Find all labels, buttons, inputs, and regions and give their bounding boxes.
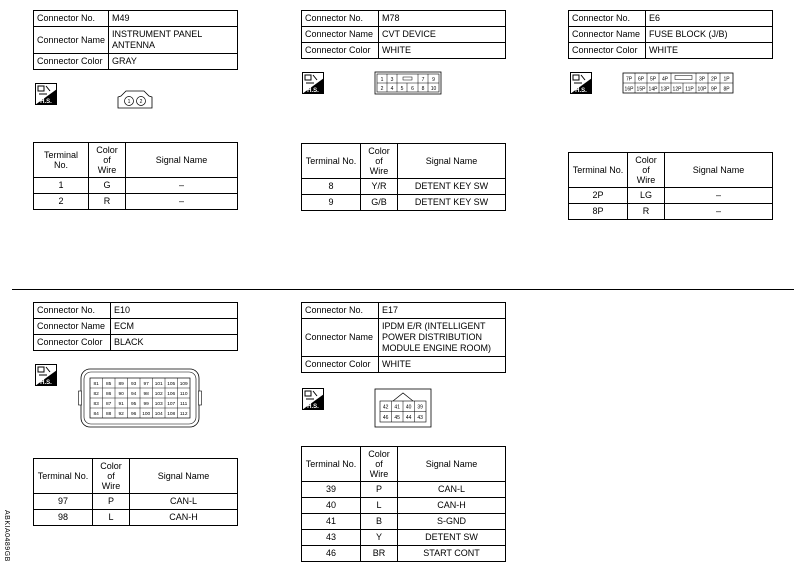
connector-e17-info <box>301 302 506 373</box>
table-row <box>34 178 238 194</box>
connector-color-value: WHITE <box>379 43 506 59</box>
svg-text:100: 100 <box>142 412 151 417</box>
svg-text:44: 44 <box>405 415 412 421</box>
hdr-line-1: Color of <box>100 461 122 481</box>
svg-text:2P: 2P <box>710 76 718 83</box>
signal-name-header: Signal Name <box>665 153 773 188</box>
svg-text:13P: 13P <box>660 86 670 93</box>
svg-text:103: 103 <box>154 402 163 407</box>
signal-name-header: Signal Name <box>126 143 238 178</box>
hdr-line-2: Wire <box>369 469 389 479</box>
svg-text:9P: 9P <box>710 86 718 93</box>
connector-name-value <box>109 27 238 54</box>
terminal-no-header: Terminal No. <box>302 144 361 179</box>
svg-text:88: 88 <box>106 412 112 417</box>
svg-text:39: 39 <box>417 404 423 411</box>
hdr-line-2: Wire <box>636 175 656 185</box>
wire-color-cell: BR <box>361 546 398 562</box>
connector-color-value: GRAY <box>109 54 238 70</box>
svg-text:46: 46 <box>382 415 389 421</box>
svg-text:14P: 14P <box>648 86 658 93</box>
harness-side-icon <box>302 388 324 410</box>
signal-cell: CAN-L <box>398 482 506 498</box>
wire-color-cell: L <box>93 510 130 526</box>
signal-cell: – <box>665 204 773 220</box>
svg-text:110: 110 <box>179 392 188 397</box>
signal-cell: START CONT <box>398 546 506 562</box>
table-row <box>34 494 238 510</box>
connector-color-label: Connector Color <box>34 335 111 351</box>
connector-color-label: Connector Color <box>569 43 646 59</box>
wire-color-cell: Y <box>361 530 398 546</box>
connector-m78-diagram <box>374 71 442 95</box>
wire-color-cell: Y/R <box>361 179 398 195</box>
svg-text:10P: 10P <box>697 86 707 93</box>
svg-text:97: 97 <box>143 382 149 387</box>
svg-text:8P: 8P <box>723 86 730 93</box>
svg-text:85: 85 <box>106 382 112 387</box>
connector-no-value: E10 <box>111 303 238 319</box>
svg-text:82: 82 <box>93 392 99 397</box>
svg-text:11P: 11P <box>685 86 694 93</box>
connector-name-label: Connector Name <box>34 319 111 335</box>
signal-cell: DETENT KEY SW <box>398 195 506 211</box>
signal-cell: – <box>126 178 238 194</box>
terminal-cell: 98 <box>34 510 93 526</box>
terminal-cell: 9 <box>302 195 361 211</box>
connector-no-value: E17 <box>379 303 506 319</box>
terminal-no-header: Terminal No. <box>569 153 628 188</box>
section-divider <box>12 289 794 290</box>
harness-side-icon <box>302 72 324 94</box>
svg-text:H.S.: H.S. <box>307 88 319 94</box>
connector-no-label: Connector No. <box>34 303 111 319</box>
svg-text:93: 93 <box>131 382 137 387</box>
table-row <box>34 510 238 526</box>
color-of-wire-header <box>628 153 665 188</box>
svg-text:86: 86 <box>106 392 112 397</box>
terminal-cell: 8P <box>569 204 628 220</box>
svg-text:87: 87 <box>106 402 112 407</box>
connector-color-value: BLACK <box>111 335 238 351</box>
connector-color-label: Connector Color <box>302 43 379 59</box>
hdr-line-2: Wire <box>97 165 117 175</box>
svg-text:7P: 7P <box>625 76 633 83</box>
table-row <box>34 194 238 210</box>
connector-color-label: Connector Color <box>302 357 379 373</box>
wire-color-cell: G/B <box>361 195 398 211</box>
wire-color-cell: L <box>361 498 398 514</box>
connector-color-value: WHITE <box>646 43 773 59</box>
svg-text:1P: 1P <box>723 76 730 83</box>
svg-text:5P: 5P <box>649 76 657 83</box>
svg-text:H.S.: H.S. <box>40 99 52 105</box>
signal-cell: S-GND <box>398 514 506 530</box>
terminal-no-header: Terminal No. <box>34 459 93 494</box>
terminal-table-e10 <box>33 458 238 526</box>
signal-name-header: Signal Name <box>398 144 506 179</box>
connector-color-value: WHITE <box>379 357 506 373</box>
terminal-cell: 39 <box>302 482 361 498</box>
svg-text:16P: 16P <box>624 86 634 93</box>
connector-e6-diagram <box>622 72 734 94</box>
connector-color-label: Connector Color <box>34 54 109 70</box>
signal-cell: – <box>665 188 773 204</box>
connector-no-label: Connector No. <box>302 11 379 27</box>
wire-color-cell: B <box>361 514 398 530</box>
connector-name-value: FUSE BLOCK (J/B) <box>646 27 773 43</box>
connector-e17-diagram <box>373 387 433 429</box>
terminal-cell: 41 <box>302 514 361 530</box>
table-row <box>302 482 506 498</box>
svg-text:84: 84 <box>93 412 99 417</box>
connector-no-value: M78 <box>379 11 506 27</box>
svg-text:89: 89 <box>118 382 124 387</box>
svg-text:91: 91 <box>118 402 124 407</box>
svg-text:2: 2 <box>139 99 143 105</box>
terminal-table-m49 <box>33 142 238 210</box>
svg-text:4P: 4P <box>661 76 669 83</box>
signal-cell: CAN-H <box>398 498 506 514</box>
svg-text:108: 108 <box>167 412 176 417</box>
svg-text:1: 1 <box>380 77 384 83</box>
svg-text:12P: 12P <box>672 86 682 93</box>
hdr-line-2: Wire <box>101 481 121 491</box>
name-line-1: IPDM E/R (INTELLIGENT <box>382 321 486 331</box>
harness-side-icon <box>35 83 57 105</box>
terminal-cell: 97 <box>34 494 93 510</box>
svg-text:83: 83 <box>93 402 99 407</box>
svg-text:99: 99 <box>143 402 149 407</box>
terminal-table-m78 <box>301 143 506 211</box>
connector-name-label: Connector Name <box>302 319 379 357</box>
name-line-2: ANTENNA <box>112 40 156 50</box>
svg-text:104: 104 <box>154 412 163 417</box>
figure-id: ABKIA0489GB <box>3 510 10 562</box>
table-row <box>569 204 773 220</box>
signal-cell: – <box>126 194 238 210</box>
terminal-table-e6 <box>568 152 773 220</box>
svg-text:45: 45 <box>394 415 400 421</box>
svg-text:109: 109 <box>179 382 188 387</box>
terminal-cell: 2 <box>34 194 89 210</box>
svg-text:90: 90 <box>118 392 124 397</box>
svg-text:42: 42 <box>382 404 389 411</box>
connector-name-value: CVT DEVICE <box>379 27 506 43</box>
signal-name-header: Signal Name <box>398 447 506 482</box>
signal-cell: CAN-H <box>130 510 238 526</box>
wire-color-cell: R <box>89 194 126 210</box>
terminal-cell: 46 <box>302 546 361 562</box>
terminal-cell: 43 <box>302 530 361 546</box>
name-line-1: INSTRUMENT PANEL <box>112 29 203 39</box>
connector-name-label: Connector Name <box>569 27 646 43</box>
color-of-wire-header <box>93 459 130 494</box>
signal-cell: CAN-L <box>130 494 238 510</box>
hdr-line-1: Color of <box>368 146 390 166</box>
svg-text:102: 102 <box>154 392 163 397</box>
wire-color-cell: P <box>93 494 130 510</box>
terminal-cell: 1 <box>34 178 89 194</box>
svg-text:H.S.: H.S. <box>575 88 587 94</box>
svg-text:10: 10 <box>430 86 437 92</box>
svg-text:3: 3 <box>390 77 394 83</box>
connector-no-label: Connector No. <box>34 11 109 27</box>
svg-text:112: 112 <box>179 412 188 417</box>
svg-text:5: 5 <box>400 86 404 92</box>
table-row <box>569 188 773 204</box>
svg-text:101: 101 <box>154 382 163 387</box>
hdr-line-1: Color of <box>368 449 390 469</box>
terminal-no-header: Terminal No. <box>302 447 361 482</box>
connector-name-value: ECM <box>111 319 238 335</box>
signal-cell: DETENT KEY SW <box>398 179 506 195</box>
svg-text:H.S.: H.S. <box>40 380 52 386</box>
color-of-wire-header <box>361 144 398 179</box>
hdr-line-1: Color of <box>635 155 657 175</box>
terminal-cell: 8 <box>302 179 361 195</box>
svg-text:3P: 3P <box>698 76 706 83</box>
color-of-wire-header <box>89 143 126 178</box>
hdr-line-2: Wire <box>369 166 389 176</box>
connector-name-label: Connector Name <box>302 27 379 43</box>
connector-e10-diagram <box>78 367 202 429</box>
svg-text:15P: 15P <box>636 86 646 93</box>
svg-text:43: 43 <box>417 415 423 421</box>
svg-text:H.S.: H.S. <box>307 404 319 410</box>
terminal-table-e17 <box>301 446 506 562</box>
svg-text:9: 9 <box>432 77 435 83</box>
wire-color-cell: R <box>628 204 665 220</box>
terminal-cell: 2P <box>569 188 628 204</box>
connector-name-label: Connector Name <box>34 27 109 54</box>
connector-no-label: Connector No. <box>569 11 646 27</box>
svg-text:1: 1 <box>127 99 131 105</box>
svg-text:94: 94 <box>131 392 137 397</box>
harness-side-icon <box>35 364 57 386</box>
wire-color-cell: G <box>89 178 126 194</box>
connector-e10-info <box>33 302 238 351</box>
svg-text:92: 92 <box>118 412 124 417</box>
signal-name-header: Signal Name <box>130 459 238 494</box>
svg-text:6: 6 <box>411 86 414 92</box>
connector-m78-info <box>301 10 506 59</box>
table-row <box>302 195 506 211</box>
connector-m49-diagram <box>115 88 155 110</box>
color-of-wire-header <box>361 447 398 482</box>
signal-cell: DETENT SW <box>398 530 506 546</box>
table-row <box>302 179 506 195</box>
connector-no-value: M49 <box>109 11 238 27</box>
harness-side-icon <box>570 72 592 94</box>
svg-text:7: 7 <box>421 77 425 83</box>
svg-text:98: 98 <box>143 392 149 397</box>
terminal-no-header: Terminal No. <box>34 143 89 178</box>
table-row <box>302 530 506 546</box>
svg-text:6P: 6P <box>637 76 645 83</box>
connector-name-value <box>379 319 506 357</box>
connector-e6-info <box>568 10 773 59</box>
svg-text:41: 41 <box>394 404 400 411</box>
svg-text:96: 96 <box>131 412 137 417</box>
wire-color-cell: P <box>361 482 398 498</box>
svg-text:105: 105 <box>167 382 176 387</box>
wire-color-cell: LG <box>628 188 665 204</box>
svg-text:8: 8 <box>421 86 425 92</box>
svg-text:95: 95 <box>131 402 137 407</box>
svg-text:106: 106 <box>167 392 176 397</box>
svg-text:107: 107 <box>167 402 176 407</box>
connector-no-label: Connector No. <box>302 303 379 319</box>
svg-text:2: 2 <box>380 86 384 92</box>
table-row <box>302 498 506 514</box>
table-row <box>302 514 506 530</box>
svg-text:111: 111 <box>180 402 188 407</box>
name-line-2: POWER DISTRIBUTION <box>382 332 483 342</box>
table-row <box>302 546 506 562</box>
svg-text:81: 81 <box>93 382 99 387</box>
connector-no-value: E6 <box>646 11 773 27</box>
svg-text:40: 40 <box>405 404 412 411</box>
name-line-3: MODULE ENGINE ROOM) <box>382 343 492 353</box>
hdr-line-1: Color of <box>96 145 118 165</box>
svg-text:4: 4 <box>390 86 394 92</box>
terminal-cell: 40 <box>302 498 361 514</box>
connector-m49-info <box>33 10 238 70</box>
